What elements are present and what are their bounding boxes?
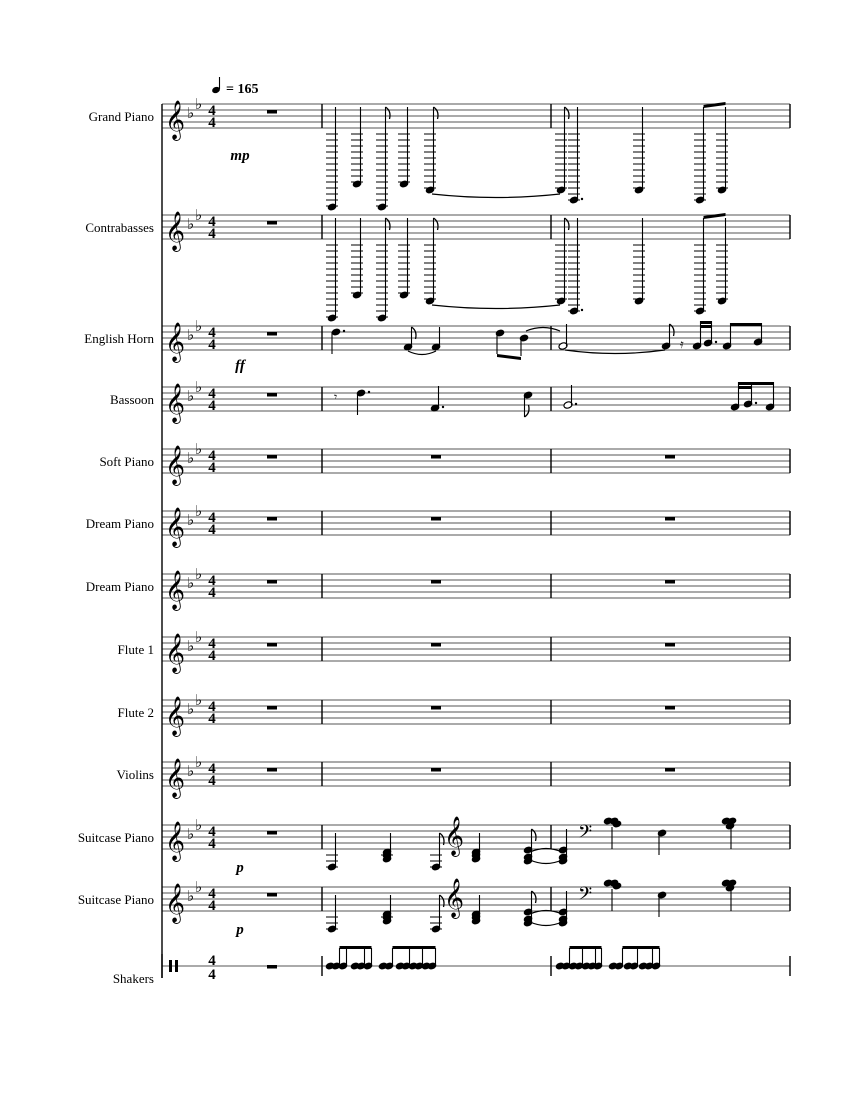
treble-clef-icon: 𝄞 (165, 100, 186, 140)
time-signature-bottom: 4 (208, 398, 216, 414)
staff-dream-piano-2 (86, 565, 790, 611)
time-signature-top: 4 (208, 636, 216, 652)
instrument-label: Flute 2 (117, 705, 154, 720)
treble-clef-icon: 𝄞 (165, 633, 186, 673)
flat-icon: ♭ (187, 104, 195, 122)
flat-icon: ♭ (195, 691, 203, 709)
whole-rest (267, 893, 277, 897)
instrument-label: English Horn (84, 331, 154, 346)
staff-contrabasses (85, 206, 790, 322)
whole-rest (665, 706, 675, 710)
staff-suitcase-piano-1 (78, 816, 790, 876)
flat-icon: ♭ (195, 565, 203, 583)
time-signature-bottom: 4 (208, 460, 216, 476)
instrument-label: Soft Piano (99, 454, 154, 469)
flat-icon: ♭ (195, 753, 203, 771)
svg-text:𝄿: 𝄿 (680, 337, 684, 351)
whole-rest (267, 706, 277, 710)
flat-icon: ♭ (195, 628, 203, 646)
staff-flute-1 (118, 628, 790, 674)
staff-violins (116, 753, 790, 799)
time-signature-bottom: 4 (208, 711, 216, 727)
tempo-marking (211, 77, 258, 97)
whole-rest (267, 768, 277, 772)
flat-icon: ♭ (187, 326, 195, 344)
flat-icon: ♭ (195, 878, 203, 896)
whole-rest (267, 110, 277, 114)
whole-rest (267, 580, 277, 584)
flat-icon: ♭ (187, 387, 195, 405)
instrument-label: Contrabasses (85, 220, 154, 235)
whole-rest (267, 332, 277, 336)
whole-rest (267, 393, 277, 397)
dynamic-marking: mp (230, 148, 250, 164)
bass-clef-icon: 𝄢 (578, 822, 593, 847)
time-signature-bottom: 4 (208, 115, 216, 131)
treble-clef-icon: 𝄞 (165, 758, 186, 798)
time-signature-top: 4 (208, 953, 216, 969)
time-signature-bottom: 4 (208, 967, 216, 983)
staff-shakers (113, 946, 790, 986)
flat-icon: ♭ (187, 449, 195, 467)
whole-rest (431, 768, 441, 772)
time-signature-top: 4 (208, 573, 216, 589)
time-signature-top: 4 (208, 448, 216, 464)
time-signature-top: 4 (208, 386, 216, 402)
time-signature-bottom: 4 (208, 648, 216, 664)
time-signature-bottom: 4 (208, 898, 216, 914)
whole-rest (267, 965, 277, 969)
flat-icon: ♭ (187, 511, 195, 529)
dynamic-marking: p (236, 922, 244, 938)
staff-suitcase-piano-2 (78, 878, 790, 938)
flat-icon: ♭ (195, 95, 203, 113)
percussion-clef-icon (169, 960, 172, 972)
flat-icon: ♭ (195, 440, 203, 458)
treble-clef-icon: 𝄞 (165, 696, 186, 736)
instrument-label: Violins (116, 767, 154, 782)
whole-rest (665, 580, 675, 584)
flat-icon: ♭ (187, 887, 195, 905)
whole-rest (431, 706, 441, 710)
time-signature-bottom: 4 (208, 522, 216, 538)
flat-icon: ♭ (187, 574, 195, 592)
time-signature-top: 4 (208, 699, 216, 715)
instrument-label: Flute 1 (117, 642, 154, 657)
instrument-label: Shakers (112, 971, 154, 986)
time-signature-bottom: 4 (208, 836, 216, 852)
staff-dream-piano-1 (86, 502, 790, 548)
treble-clef-icon: 𝄞 (444, 878, 465, 918)
time-signature-top: 4 (208, 510, 216, 526)
treble-clef-icon: 𝄞 (165, 507, 186, 547)
instrument-label: Grand Piano (88, 109, 154, 124)
time-signature-bottom: 4 (208, 585, 216, 601)
instrument-label: Bassoon (109, 392, 154, 407)
bass-clef-icon: 𝄢 (578, 884, 593, 909)
treble-clef-icon: 𝄞 (165, 570, 186, 610)
staff-grand-piano (89, 95, 790, 211)
flat-icon: ♭ (195, 816, 203, 834)
treble-clef-icon: 𝄞 (165, 211, 186, 251)
whole-rest (665, 517, 675, 521)
flat-icon: ♭ (187, 215, 195, 233)
flat-icon: ♭ (195, 317, 203, 335)
flat-icon: ♭ (195, 502, 203, 520)
instrument-label: Dream Piano (85, 579, 154, 594)
treble-clef-icon: 𝄞 (444, 816, 465, 856)
staff-soft-piano (99, 440, 790, 486)
whole-rest (665, 455, 675, 459)
whole-rest (431, 643, 441, 647)
staff-bassoon (110, 378, 790, 424)
whole-rest (267, 517, 277, 521)
whole-rest (665, 768, 675, 772)
time-signature-top: 4 (208, 103, 216, 119)
svg-text:𝄾: 𝄾 (334, 390, 338, 404)
whole-rest (267, 643, 277, 647)
treble-clef-icon: 𝄞 (165, 383, 186, 423)
whole-rest (431, 517, 441, 521)
dynamic-marking: p (236, 860, 244, 876)
instrument-label: Dream Piano (85, 516, 154, 531)
flat-icon: ♭ (195, 206, 203, 224)
flat-icon: ♭ (187, 637, 195, 655)
time-signature-bottom: 4 (208, 773, 216, 789)
instrument-label: Suitcase Piano (77, 892, 154, 907)
whole-rest (267, 221, 277, 225)
staff-english-horn (84, 317, 790, 374)
flat-icon: ♭ (187, 762, 195, 780)
treble-clef-icon: 𝄞 (165, 322, 186, 362)
time-signature-top: 4 (208, 761, 216, 777)
instrument-label: Suitcase Piano (77, 830, 154, 845)
time-signature-top: 4 (208, 214, 216, 230)
time-signature-top: 4 (208, 325, 216, 341)
treble-clef-icon: 𝄞 (165, 445, 186, 485)
time-signature-top: 4 (208, 886, 216, 902)
time-signature-top: 4 (208, 824, 216, 840)
treble-clef-icon: 𝄞 (165, 821, 186, 861)
flat-icon: ♭ (187, 825, 195, 843)
whole-rest (267, 831, 277, 835)
whole-rest (665, 643, 675, 647)
staff-flute-2 (118, 691, 790, 737)
treble-clef-icon: 𝄞 (165, 883, 186, 923)
flat-icon: ♭ (195, 378, 203, 396)
whole-rest (431, 455, 441, 459)
flat-icon: ♭ (187, 700, 195, 718)
time-signature-bottom: 4 (208, 337, 216, 353)
dynamic-marking: ff (235, 358, 245, 374)
tempo-value: = 165 (226, 82, 259, 97)
whole-rest (267, 455, 277, 459)
time-signature-bottom: 4 (208, 226, 216, 242)
whole-rest (431, 580, 441, 584)
